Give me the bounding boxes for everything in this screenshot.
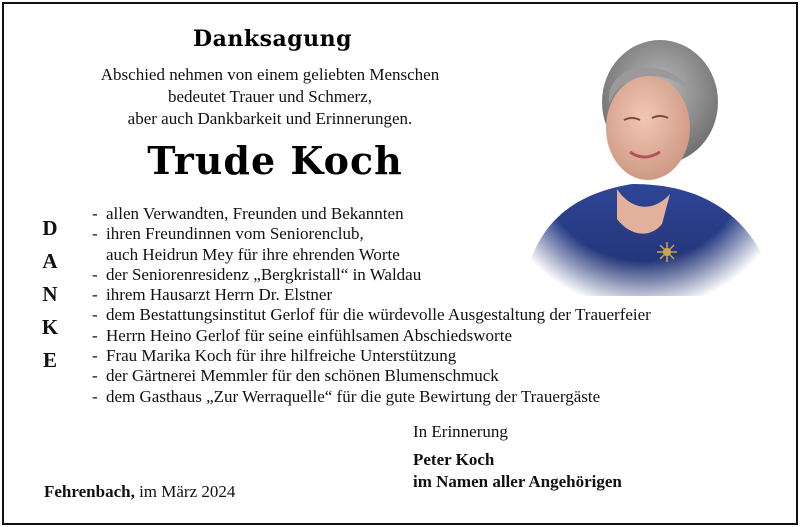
thanks-item: - Frau Marika Koch für ihre hilfreiche Unterstützung — [92, 346, 457, 366]
thanks-item-text: auch Heidrun Mey für ihre ehrenden Worte — [106, 244, 400, 264]
thanks-item-text: dem Bestattungsinstitut Gerlof für die würdevolle Ausgestaltung der Trauerfeier — [106, 305, 651, 325]
danke-letter: N — [42, 282, 58, 306]
thanks-item-text: der Gärtnerei Memmler für den schönen Blumenschmuck — [106, 366, 499, 386]
portrait-photo — [512, 24, 774, 296]
in-memory-text: In Erinnerung — [413, 422, 508, 441]
danke-vertical — [38, 212, 62, 377]
thanks-item: - dem Gasthaus „Zur Werraquelle“ für die gute Bewirtung der Trauergäste — [92, 386, 601, 406]
thanks-item-text: dem Gasthaus „Zur Werraquelle“ für die gute Bewirtung der Trauergäste — [106, 386, 601, 406]
thanks-item: - der Gärtnerei Memmler für den schönen Blumenschmuck — [92, 366, 499, 386]
danke-letter: A — [42, 249, 58, 273]
intro-line: aber auch Dankbarkeit und Erinnerungen. — [127, 109, 413, 128]
danke-letter: E — [42, 348, 57, 372]
heading: Danksagung — [193, 26, 352, 52]
thanks-item-text: allen Verwandten, Freunden und Bekannten — [106, 204, 404, 223]
on-behalf-text: im Namen aller Angehörigen — [413, 472, 622, 491]
closing-block — [413, 421, 622, 493]
thanks-item: - der Seniorenresidenz „Bergkristall“ in Waldau — [92, 264, 422, 284]
danke-letter: D — [42, 216, 58, 240]
brooch-icon — [657, 242, 677, 262]
place-date — [44, 482, 235, 502]
thanks-item-text: Herrn Heino Gerlof für seine einfühlsamen Abschiedsworte — [106, 325, 512, 345]
place-name: Fehrenbach, — [44, 482, 135, 501]
thanks-item-text: ihren Freundinnen vom Seniorenclub, — [106, 224, 364, 244]
thanks-item-text: Frau Marika Koch für ihre hilfreiche Unterstützung — [106, 346, 457, 366]
date-text: im März 2024 — [139, 482, 236, 501]
intro-text — [60, 64, 480, 130]
intro-line: Abschied nehmen von einem geliebten Menschen — [100, 65, 440, 84]
thanks-item: - ihren Freundinnen vom Seniorenclub, — [92, 224, 364, 244]
thanks-item: - ihrem Hausarzt Herrn Dr. Elstner — [92, 285, 333, 305]
thanks-item: - allen Verwandten, Freunden und Bekannten — [92, 204, 404, 223]
intro-line: bedeutet Trauer und Schmerz, — [168, 87, 372, 106]
thanks-item: - dem Bestattungsinstitut Gerlof für die würdevolle Ausgestaltung der Trauerfeier — [92, 305, 651, 325]
thanks-item-text: der Seniorenresidenz „Bergkristall“ in Waldau — [106, 264, 422, 284]
deceased-name: Trude Koch — [147, 138, 403, 183]
signer-name: Peter Koch — [413, 450, 495, 469]
thanks-item: - Herrn Heino Gerlof für seine einfühlsamen Abschiedsworte — [92, 325, 512, 345]
thanks-item-text: ihrem Hausarzt Herrn Dr. Elstner — [106, 285, 333, 305]
danke-letter: K — [41, 315, 59, 339]
